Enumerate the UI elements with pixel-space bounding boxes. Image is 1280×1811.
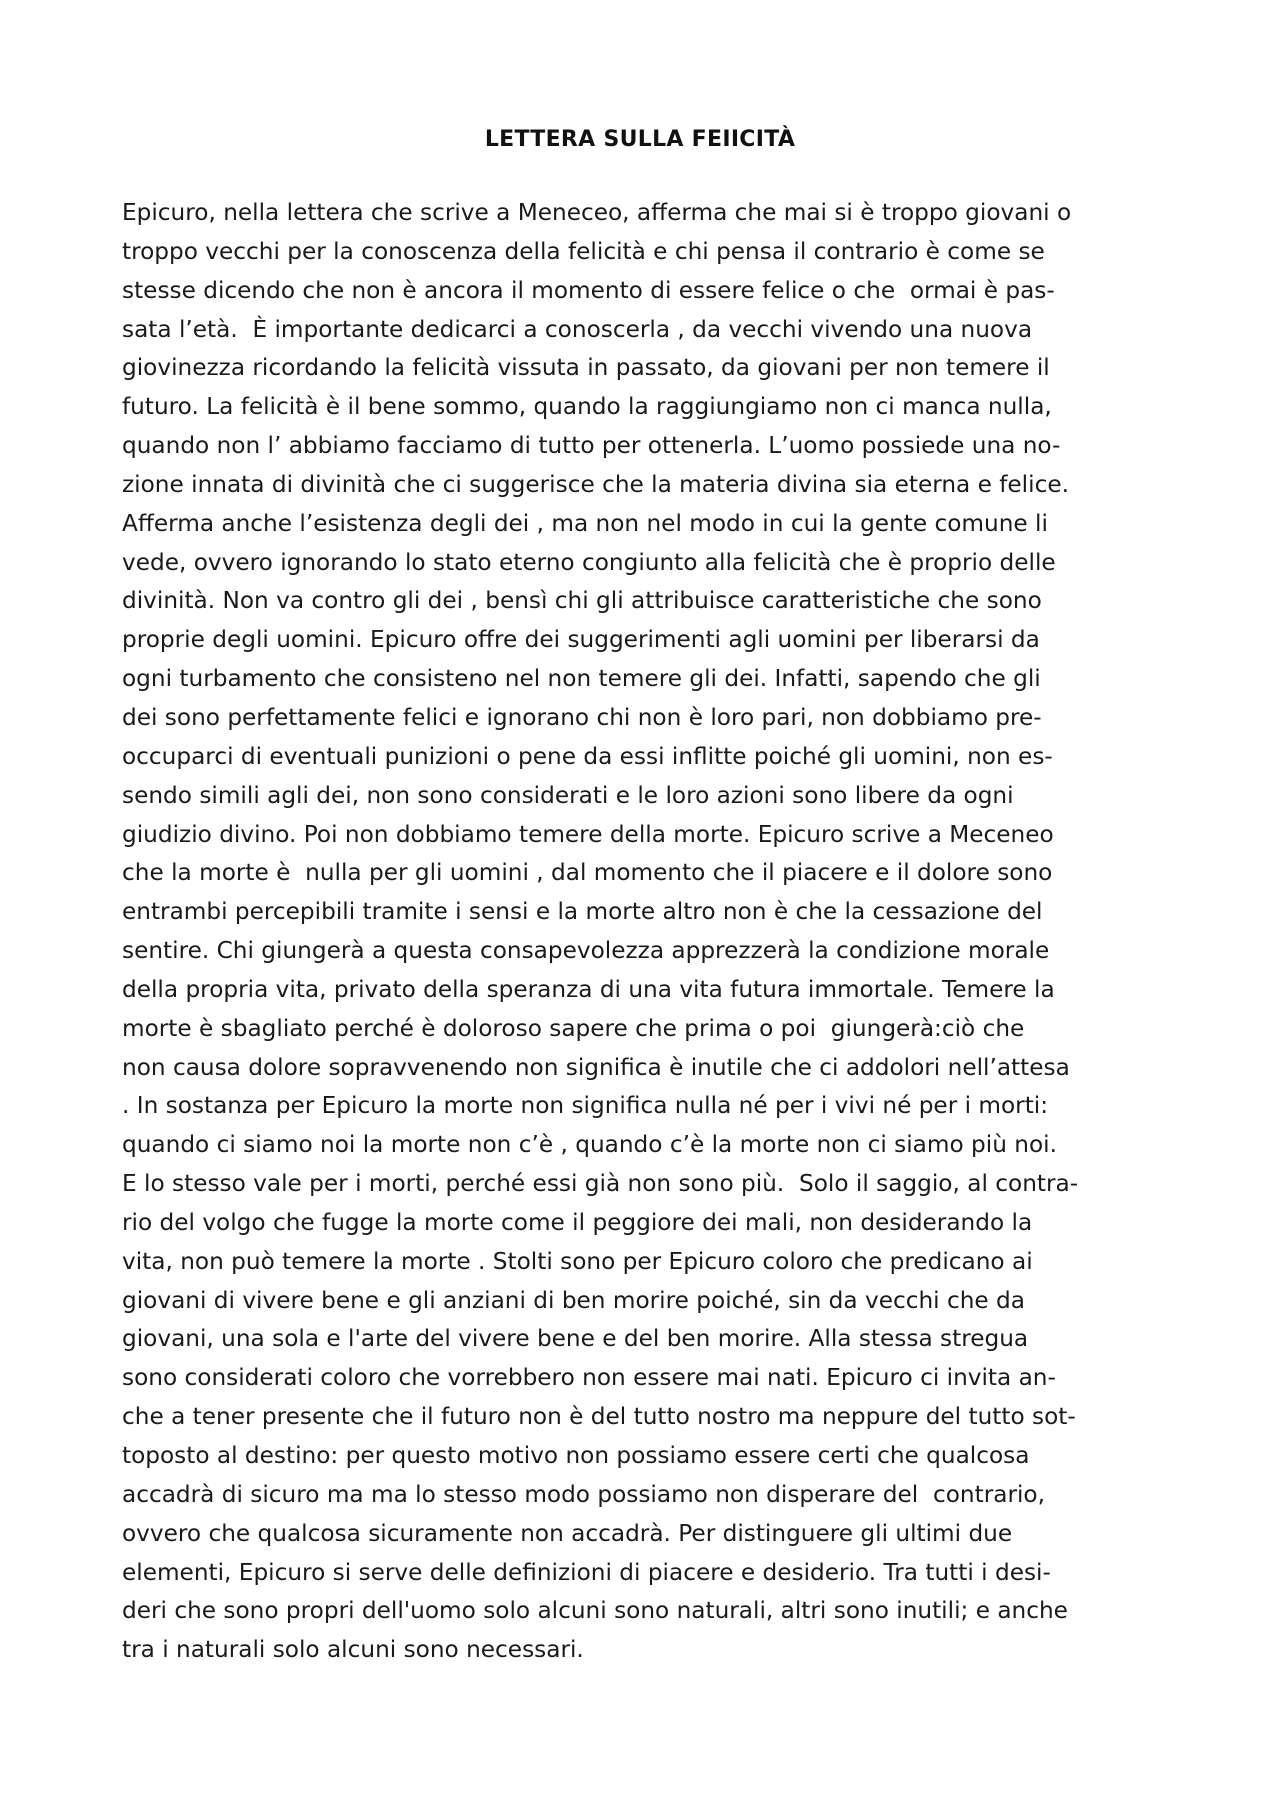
text-line: giovinezza ricordando la felicità vissuta in passato, da giovani per non temere il xyxy=(122,354,1050,382)
text-line: sendo simili agli dei, non sono considerati e le loro azioni sono libere da ogni xyxy=(122,781,1014,809)
text-line: Afferma anche l’esistenza degli dei , ma non nel modo in cui la gente comune li xyxy=(122,509,1048,537)
text-line: stesse dicendo che non è ancora il momento di essere felice o che ormai è pas- xyxy=(122,276,1055,304)
text-line: giovani, una sola e l'arte del vivere bene e del ben morire. Alla stessa stregua xyxy=(122,1325,1029,1353)
text-line: sono considerati coloro che vorrebbero non essere mai nati. Epicuro ci invita an- xyxy=(122,1364,1056,1392)
text-line: dei sono perfettamente felici e ignorano chi non è loro pari, non dobbiamo pre- xyxy=(122,703,1042,731)
text-line: deri che sono propri dell'uomo solo alcuni sono naturali, altri sono inutili; e anche xyxy=(122,1597,1068,1625)
text-line: zione innata di divinità che ci suggerisce che la materia divina sia eterna e felice. xyxy=(122,470,1069,498)
document-title: LETTERA SULLA FEIICITÀ xyxy=(484,127,796,152)
text-line: morte è sbagliato perché è doloroso sapere che prima o poi giungerà:ciò che xyxy=(122,1014,1025,1042)
text-line: tra i naturali solo alcuni sono necessari. xyxy=(122,1636,584,1664)
text-line: accadrà di sicuro ma ma lo stesso modo possiamo non disperare del contrario, xyxy=(122,1480,1045,1508)
text-line: quando non l’ abbiamo facciamo di tutto per ottenerla. L’uomo possiede una no- xyxy=(122,432,1061,460)
text-line: vita, non può temere la morte . Stolti sono per Epicuro coloro che predicano ai xyxy=(122,1247,1033,1275)
text-line: ovvero che qualcosa sicuramente non accadrà. Per distinguere gli ultimi due xyxy=(122,1519,1013,1547)
text-line: quando ci siamo noi la morte non c’è , quando c’è la morte non ci siamo più noi. xyxy=(122,1131,1057,1159)
text-line: sentire. Chi giungerà a questa consapevolezza apprezzerà la condizione morale xyxy=(122,937,1050,965)
text-line: elementi, Epicuro si serve delle definizioni di piacere e desiderio. Tra tutti i desi- xyxy=(122,1558,1051,1586)
text-line: giovani di vivere bene e gli anziani di ben morire poiché, sin da vecchi che da xyxy=(122,1286,1025,1314)
text-line: divinità. Non va contro gli dei , bensì chi gli attribuisce caratteristiche che sono xyxy=(122,587,1042,615)
text-line: della propria vita, privato della speranza di una vita futura immortale. Temere la xyxy=(122,975,1055,1003)
text-line: proprie degli uomini. Epicuro offre dei suggerimenti agli uomini per liberarsi da xyxy=(122,626,1040,654)
text-line: Epicuro, nella lettera che scrive a Meneceo, afferma che mai si è troppo giovani o xyxy=(122,199,1072,226)
document-body xyxy=(122,194,1172,1670)
text-line: futuro. La felicità è il bene sommo, quando la raggiungiamo non ci manca nulla, xyxy=(122,393,1052,421)
text-line: che la morte è nulla per gli uomini , dal momento che il piacere e il dolore sono xyxy=(122,859,1053,887)
text-line: rio del volgo che fugge la morte come il peggiore dei mali, non desiderando la xyxy=(122,1208,1033,1236)
text-line: troppo vecchi per la conoscenza della felicità e chi pensa il contrario è come se xyxy=(122,237,1045,265)
text-line: non causa dolore sopravvenendo non significa è inutile che ci addolori nell’attesa xyxy=(122,1053,1070,1081)
text-line: giudizio divino. Poi non dobbiamo temere della morte. Epicuro scrive a Meceneo xyxy=(122,820,1054,848)
text-line: E lo stesso vale per i morti, perché essi già non sono più. Solo il saggio, al contra- xyxy=(122,1170,1079,1198)
text-line: che a tener presente che il futuro non è del tutto nostro ma neppure del tutto sot- xyxy=(122,1403,1076,1431)
text-line: entrambi percepibili tramite i sensi e la morte altro non è che la cessazione del xyxy=(122,898,1043,926)
text-line: occuparci di eventuali punizioni o pene da essi inflitte poiché gli uomini, non es- xyxy=(122,742,1053,770)
text-line: ogni turbamento che consisteno nel non temere gli dei. Infatti, sapendo che gli xyxy=(122,665,1041,693)
text-line: . In sostanza per Epicuro la morte non significa nulla né per i vivi né per i morti: xyxy=(122,1092,1049,1120)
text-line: sata l’età. È importante dedicarci a conoscerla , da vecchi vivendo una nuova xyxy=(122,315,1033,343)
text-line: toposto al destino: per questo motivo non possiamo essere certi che qualcosa xyxy=(122,1442,1030,1469)
text-line: vede, ovvero ignorando lo stato eterno congiunto alla felicità che è proprio delle xyxy=(122,548,1056,576)
